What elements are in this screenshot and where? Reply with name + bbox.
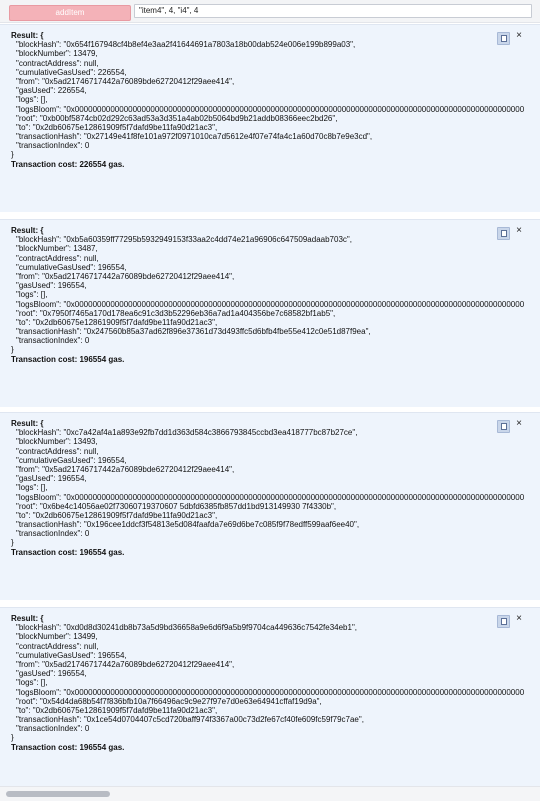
scrollbar-thumb[interactable]	[6, 791, 110, 797]
result-line: "transactionHash": "0x196cee1ddcf3f54813e5d084faafda7e69d6be7c085f9f78edff599aaf6ee40",	[16, 520, 360, 530]
result-line: "contractAddress": null,	[16, 446, 99, 456]
result-line: "blockNumber": 13487,	[16, 244, 98, 254]
close-icon[interactable]: ×	[516, 613, 522, 624]
result-line: "transactionHash": "0x247560b85a37ad62f896e37361d73d493ffc5d6bfb4fbe55e412c0e51d87f9ea",	[16, 327, 371, 337]
result-line: "gasUsed": 196554,	[16, 669, 87, 679]
result-lines	[11, 31, 531, 169]
result-line: "blockNumber": 13493,	[16, 437, 98, 447]
result-line: "to": "0x2db60675e12861909f5f7dafd9be11fa90d21ac3",	[16, 122, 218, 132]
result-line: "logs": [],	[16, 678, 48, 688]
result-line: "gasUsed": 196554,	[16, 474, 87, 484]
result-line: "from": "0x5ad21746717442a76089bde62720412f29aee414",	[16, 271, 235, 281]
result-line: "gasUsed": 196554,	[16, 281, 87, 291]
result-line: "cumulativeGasUsed": 226554,	[16, 67, 127, 77]
close-icon[interactable]: ×	[516, 30, 522, 41]
result-line: "blockHash": "0xd0d8d30241db8b73a5d9bd36658a9e6d6f9a5b9f9704ca449636c7542fe34eb1",	[16, 623, 357, 633]
result-header: Result: {	[11, 419, 44, 428]
result-line: "from": "0x5ad21746717442a76089bde62720412f29aee414",	[16, 659, 235, 669]
result-line: }	[11, 150, 14, 160]
transaction-result	[0, 412, 540, 600]
result-line: "transactionIndex": 0	[16, 141, 90, 151]
transaction-result	[0, 607, 540, 787]
result-line: "gasUsed": 226554,	[16, 86, 87, 96]
result-line: "logsBloom": "0x00000000000000000000000000000000000000000000000000000000000000000000000000000000000000000000000000000	[16, 492, 525, 502]
result-line: }	[11, 345, 14, 355]
result-line: "transactionIndex": 0	[16, 724, 90, 734]
result-line: "blockNumber": 13479,	[16, 49, 98, 59]
function-toolbar	[0, 0, 540, 23]
horizontal-scrollbar[interactable]	[0, 786, 540, 801]
result-line: "root": "0x54d4da68b54f7f836bfb10a7f66496ac9c9e27f97e7d0e63e64941cffaf19d9a",	[16, 696, 322, 706]
result-line: "root": "0x7950f7465a170d178ea6c91c3d3b52296eb36a7ad1a404356be7c68582bf1ab5",	[16, 308, 336, 318]
result-line: }	[11, 538, 14, 548]
transaction-cost: Transaction cost: 196554 gas.	[11, 354, 125, 364]
result-line: "blockHash": "0x654f167948cf4b8ef4e3aa2f41644691a7803a18b00dab524e006e199b899a03",	[16, 40, 356, 50]
add-item-button[interactable]: addItem	[9, 5, 131, 21]
result-line: "cumulativeGasUsed": 196554,	[16, 650, 127, 660]
result-line: "root": "0xb00bf5874cb02d292c63ad53a3d351a4ab02b5064bd9b21addb08366eec2bd26",	[16, 113, 338, 123]
result-lines	[11, 226, 531, 364]
result-line: "contractAddress": null,	[16, 58, 99, 68]
result-line: "logs": [],	[16, 483, 48, 493]
result-line: "transactionHash": "0x27149e41f8fe101a972f0971010ca7d5612e4f07e74fa4c1a60d70c8b7e9e3cd",	[16, 132, 373, 142]
result-line: "transactionIndex": 0	[16, 336, 90, 346]
result-line: "cumulativeGasUsed": 196554,	[16, 455, 127, 465]
transaction-result	[0, 219, 540, 407]
result-line: "to": "0x2db60675e12861909f5f7dafd9be11fa90d21ac3",	[16, 510, 218, 520]
close-icon[interactable]: ×	[516, 225, 522, 236]
result-line: "blockHash": "0xb5a60359ff77295b5932949153f33aa2c4dd74e21a96906c647509adaab703c",	[16, 235, 352, 245]
result-line: "logsBloom": "0x00000000000000000000000000000000000000000000000000000000000000000000000000000000000000000000000000000	[16, 687, 525, 697]
result-line: "logsBloom": "0x00000000000000000000000000000000000000000000000000000000000000000000000000000000000000000000000000000	[16, 299, 525, 309]
result-line: "to": "0x2db60675e12861909f5f7dafd9be11fa90d21ac3",	[16, 705, 218, 715]
result-line: "logsBloom": "0x00000000000000000000000000000000000000000000000000000000000000000000000000000000000000000000000000000	[16, 104, 525, 114]
transaction-cost: Transaction cost: 226554 gas.	[11, 159, 125, 169]
result-header: Result: {	[11, 614, 44, 623]
result-line: "transactionIndex": 0	[16, 529, 90, 539]
result-line: "transactionHash": "0x1ce54d0704407c5cd720baff974f3367a00c73d2fe67cf40fe609fc59f79c7ae",	[16, 715, 364, 725]
result-lines	[11, 614, 531, 752]
result-line: "from": "0x5ad21746717442a76089bde62720412f29aee414",	[16, 464, 235, 474]
result-line: "contractAddress": null,	[16, 641, 99, 651]
transaction-cost: Transaction cost: 196554 gas.	[11, 547, 125, 557]
result-line: "to": "0x2db60675e12861909f5f7dafd9be11fa90d21ac3",	[16, 317, 218, 327]
result-line: "root": "0x6be4c14056ae02f73060719370607 5dbfd6385fb857dd1bd913149930 7f4330b",	[16, 501, 337, 511]
close-icon[interactable]: ×	[516, 418, 522, 429]
result-line: }	[11, 733, 14, 743]
result-line: "blockHash": "0xc7a42af4a1a893e92fb7dd1d363d584c3866793845ccbd3ea418777bc87b27ce",	[16, 428, 358, 438]
result-line: "logs": [],	[16, 290, 48, 300]
result-line: "cumulativeGasUsed": 196554,	[16, 262, 127, 272]
transaction-result	[0, 24, 540, 212]
arguments-input[interactable]	[134, 4, 532, 18]
result-line: "logs": [],	[16, 95, 48, 105]
result-line: "from": "0x5ad21746717442a76089bde62720412f29aee414",	[16, 76, 235, 86]
transaction-cost: Transaction cost: 196554 gas.	[11, 742, 125, 752]
result-header: Result: {	[11, 31, 44, 40]
result-line: "contractAddress": null,	[16, 253, 99, 263]
result-lines	[11, 419, 531, 557]
result-header: Result: {	[11, 226, 44, 235]
result-line: "blockNumber": 13499,	[16, 632, 98, 642]
